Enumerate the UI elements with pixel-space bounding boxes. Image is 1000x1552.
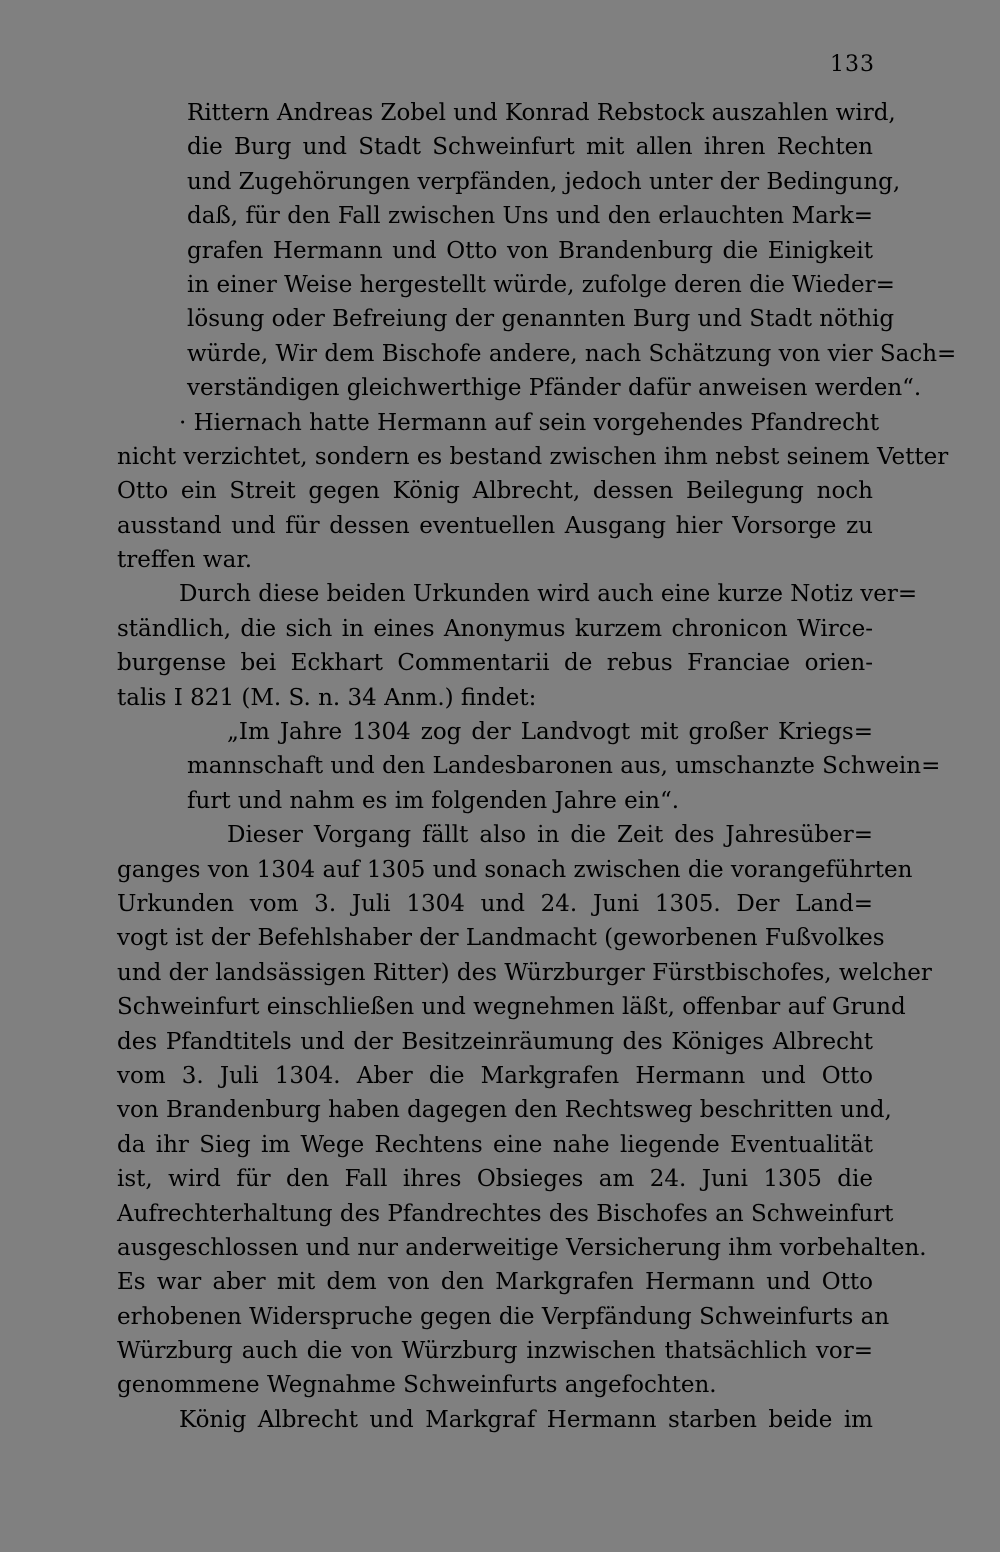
text-line: · Hiernach hatte Hermann auf sein vorgehendes Pfandrecht [179, 409, 880, 436]
text-line: nicht verzichtet, sondern es bestand zwischen ihm nebst seinem Vetter [117, 443, 949, 470]
body-text [117, 96, 957, 1437]
text-line: von Brandenburg haben dagegen den Rechtsweg beschritten und, [117, 1097, 892, 1124]
text-line: vogt ist der Befehlshaber der Landmacht (geworbenen Fußvolkes [117, 925, 885, 952]
text-line: „Im Jahre 1304 zog der Landvogt mit großer Kriegs= [227, 719, 873, 746]
text-line: und der landsässigen Ritter) des Würzburger Fürstbischofes, welcher [117, 959, 932, 986]
text-line: würde, Wir dem Bischofe andere, nach Schätzung von vier Sach= [187, 340, 957, 367]
text-line: Urkunden vom 3. Juli 1304 und 24. Juni 1305. Der Land= [117, 890, 873, 917]
page-number: 133 [830, 52, 875, 77]
text-line: Schweinfurt einschließen und wegnehmen läßt, offenbar auf Grund [117, 994, 906, 1021]
text-line: ganges von 1304 auf 1305 und sonach zwischen die vorangeführten [117, 856, 913, 883]
text-line: und Zugehörungen verpfänden, jedoch unter der Bedingung, [187, 168, 901, 195]
text-line: burgense bei Eckhart Commentarii de rebus Franciae orien- [117, 650, 873, 677]
text-line: ist, wird für den Fall ihres Obsieges am 24. Juni 1305 die [117, 1166, 873, 1193]
text-line: König Albrecht und Markgraf Hermann starben beide im [179, 1406, 873, 1433]
text-line: Otto ein Streit gegen König Albrecht, dessen Beilegung noch [117, 478, 873, 505]
text-line: in einer Weise hergestellt würde, zufolge deren die Wieder= [187, 271, 895, 298]
text-line: Aufrechterhaltung des Pfandrechtes des Bischofes an Schweinfurt [117, 1200, 894, 1227]
text-line: genommene Wegnahme Schweinfurts angefochten. [117, 1372, 717, 1399]
text-line: erhobenen Widerspruche gegen die Verpfändung Schweinfurts an [117, 1303, 890, 1330]
text-line: talis I 821 (M. S. n. 34 Anm.) findet: [117, 684, 537, 711]
text-line: treffen war. [117, 547, 253, 574]
text-line: da ihr Sieg im Wege Rechtens eine nahe liegende Eventualität [117, 1131, 873, 1158]
text-line: lösung oder Befreiung der genannten Burg und Stadt nöthig [187, 306, 895, 333]
text-line: die Burg und Stadt Schweinfurt mit allen ihren Rechten [187, 134, 873, 161]
text-line: verständigen gleichwerthige Pfänder dafür anweisen werden“. [187, 375, 922, 402]
text-line: vom 3. Juli 1304. Aber die Markgrafen Hermann und Otto [117, 1062, 873, 1089]
text-line: Dieser Vorgang fällt also in die Zeit des Jahresüber= [227, 822, 873, 849]
text-line: daß, für den Fall zwischen Uns und den erlauchten Mark= [187, 203, 873, 230]
text-line: des Pfandtitels und der Besitzeinräumung des Königes Albrecht [117, 1028, 873, 1055]
text-line: furt und nahm es im folgenden Jahre ein“. [187, 787, 680, 814]
text-line: ausstand und für dessen eventuellen Ausgang hier Vorsorge zu [117, 512, 873, 539]
text-line: grafen Hermann und Otto von Brandenburg die Einigkeit [187, 237, 873, 264]
text-line: Würzburg auch die von Würzburg inzwischen thatsächlich vor= [117, 1338, 873, 1365]
text-line: Rittern Andreas Zobel und Konrad Rebstock auszahlen wird, [187, 100, 896, 126]
text-line: ständlich, die sich in eines Anonymus kurzem chronicon Wirce- [117, 615, 873, 642]
text-line: Es war aber mit dem von den Markgrafen Hermann und Otto [117, 1269, 873, 1296]
text-line: ausgeschlossen und nur anderweitige Versicherung ihm vorbehalten. [117, 1234, 927, 1261]
text-line: mannschaft und den Landesbaronen aus, umschanzte Schwein= [187, 753, 941, 780]
text-line: Durch diese beiden Urkunden wird auch eine kurze Notiz ver= [179, 581, 918, 608]
